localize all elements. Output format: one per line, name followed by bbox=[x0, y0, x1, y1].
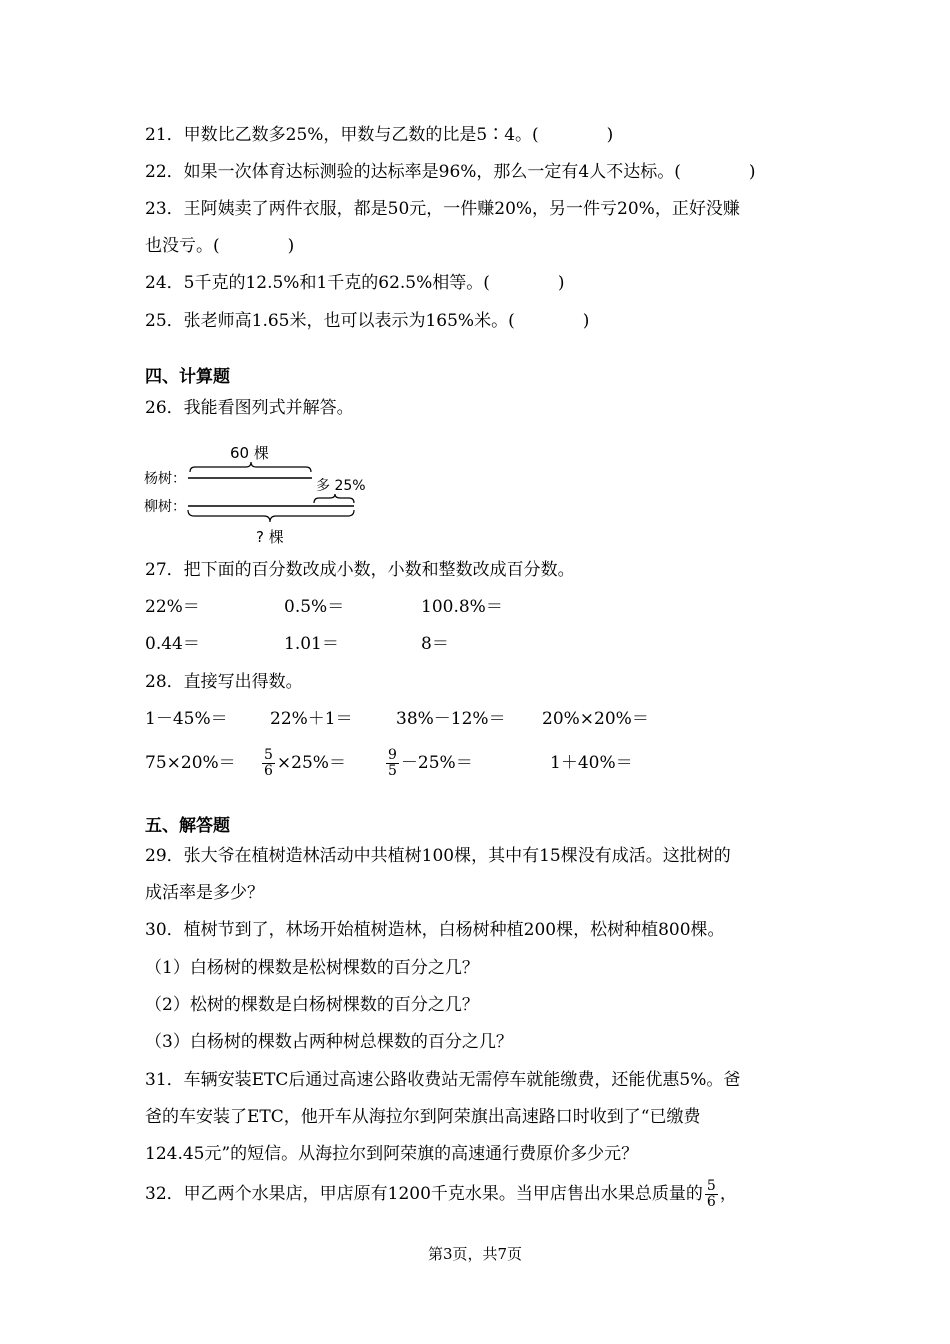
diagram-extra-label: 多 25% bbox=[316, 478, 366, 494]
question-24: 24．5千克的12.5%和1千克的62.5%相等。( ) bbox=[145, 273, 565, 293]
numerator: 5 bbox=[706, 1178, 716, 1194]
q28-item-fraction bbox=[384, 739, 473, 787]
expression-rest: ×25%＝ bbox=[276, 753, 346, 773]
q27-item: 0.44＝ bbox=[145, 634, 200, 654]
numerator: 9 bbox=[388, 747, 397, 763]
question-22: 22．如果一次体育达标测验的达标率是96%，那么一定有4人不达标。( ) bbox=[145, 162, 756, 182]
q27-item: 1.01＝ bbox=[284, 634, 339, 654]
section-heading-solve: 五、解答题 bbox=[145, 816, 230, 836]
question-29-line1: 29．张大爷在植树造林活动中共植树100棵，其中有15棵没有成活。这批树的 bbox=[145, 846, 731, 866]
question-28: 28．直接写出得数。 bbox=[145, 672, 303, 692]
q27-item: 0.5%＝ bbox=[284, 597, 345, 617]
question-26: 26．我能看图列式并解答。 bbox=[145, 398, 354, 418]
punctuation: ， bbox=[719, 1184, 737, 1204]
question-21: 21．甲数比乙数多25%，甲数与乙数的比是5∶4。( ) bbox=[145, 125, 614, 145]
question-31-line3: 124.45元”的短信。从海拉尔到阿荣旗的高速通行费原价多少元？ bbox=[145, 1144, 639, 1164]
q28-item: 1＋40%＝ bbox=[550, 753, 633, 773]
question-31-line1: 31．车辆安装ETC后通过高速公路收费站无需停车就能缴费，还能优惠5%。爸 bbox=[145, 1070, 741, 1090]
question-30-3: （3）白杨树的棵数占两种树总棵数的百分之几？ bbox=[145, 1032, 513, 1052]
question-32-text: 32．甲乙两个水果店，甲店原有1200千克水果。当甲店售出水果总质量的 bbox=[145, 1184, 703, 1204]
q28-item: 1－45%＝ bbox=[145, 709, 228, 729]
q28-item: 38%－12%＝ bbox=[396, 709, 506, 729]
q27-item: 8＝ bbox=[421, 634, 449, 654]
denominator: 6 bbox=[706, 1194, 716, 1210]
expression-rest: －25%＝ bbox=[400, 753, 473, 773]
numerator: 5 bbox=[264, 747, 273, 763]
question-30-1: （1）白杨树的棵数是松树棵数的百分之几？ bbox=[145, 958, 479, 978]
question-23-line2: 也没亏。( ) bbox=[145, 236, 295, 256]
question-30: 30．植树节到了，林场开始植树造林，白杨树种植200棵，松树种植800棵。 bbox=[145, 920, 725, 940]
q28-item: 20%×20%＝ bbox=[542, 709, 649, 729]
diagram-row-liu: 柳树： bbox=[144, 499, 186, 515]
denominator: 6 bbox=[264, 763, 273, 779]
page-footer: 第3页，共7页 bbox=[427, 1245, 523, 1263]
fraction bbox=[262, 748, 275, 779]
question-25: 25．张老师高1.65米，也可以表示为165%米。( ) bbox=[145, 311, 590, 331]
diagram-row-yang: 杨树： bbox=[144, 471, 186, 487]
section-heading-calc: 四、计算题 bbox=[145, 367, 230, 387]
question-23-line1: 23．王阿姨卖了两件衣服，都是50元，一件赚20%，另一件亏20%，正好没赚 bbox=[145, 199, 740, 219]
q28-item: 22%＋1＝ bbox=[270, 709, 353, 729]
question-27: 27．把下面的百分数改成小数，小数和整数改成百分数。 bbox=[145, 560, 575, 580]
question-29-line2: 成活率是多少？ bbox=[145, 883, 264, 903]
q28-item-fraction bbox=[260, 739, 346, 787]
q28-item: 75×20%＝ bbox=[145, 753, 236, 773]
diagram-bottom-label: ? 棵 bbox=[256, 528, 284, 546]
denominator: 5 bbox=[388, 763, 397, 779]
tree-bar-diagram bbox=[140, 436, 380, 552]
fraction bbox=[705, 1179, 718, 1210]
fraction bbox=[386, 748, 399, 779]
question-30-2: （2）松树的棵数是白杨树棵数的百分之几？ bbox=[145, 995, 479, 1015]
q27-item: 22%＝ bbox=[145, 597, 200, 617]
diagram-top-label: 60 棵 bbox=[230, 444, 269, 462]
question-31-line2: 爸的车安装了ETC，他开车从海拉尔到阿荣旗出高速路口时收到了“已缴费 bbox=[145, 1107, 701, 1127]
q27-item: 100.8%＝ bbox=[421, 597, 503, 617]
question-32 bbox=[145, 1170, 737, 1218]
